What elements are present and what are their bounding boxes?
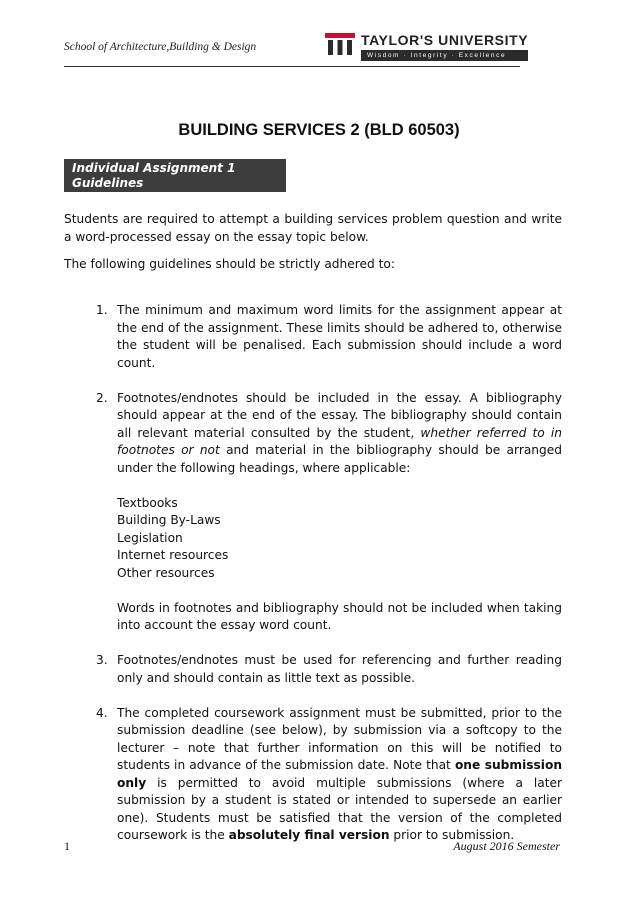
item-number: 2.	[96, 390, 108, 405]
university-crest-icon	[325, 33, 355, 55]
guideline-item	[96, 302, 562, 372]
assignment-label-box	[64, 159, 286, 192]
university-tagline: Wisdom · Integrity · Excellence	[361, 50, 528, 61]
intro-paragraph: Students are required to attempt a building services problem question and write a word-processed essay on the essay topic below.	[64, 212, 562, 244]
assignment-label-line2: Guidelines	[72, 176, 144, 190]
guideline-item	[96, 705, 562, 845]
item-text-part: and material in the bibliography should be arranged under the following headings, where applicable:	[117, 443, 562, 475]
item-text-part: The completed coursework assignment must be submitted, prior to the submission deadline (see below), by submission via a softcopy to the lecturer – note that further information on this will be notified to students in advance of the submission date. Note that	[117, 705, 562, 772]
item-number: 3.	[96, 653, 108, 667]
guideline-item	[96, 390, 562, 635]
item-text-bold: one submission only	[117, 758, 563, 790]
item-note: Words in footnotes and bibliography should not be included when taking into account the essay word count.	[117, 600, 562, 632]
guidelines-list	[96, 302, 562, 862]
university-name: TAYLOR'S UNIVERSITY	[361, 32, 529, 48]
bibliography-heading: Internet resources	[117, 548, 229, 562]
guidelines-lead-in: The following guidelines should be strictly adhered to:	[64, 257, 395, 271]
guideline-item	[96, 652, 562, 687]
bibliography-heading: Textbooks	[117, 495, 178, 510]
university-logo	[325, 33, 528, 61]
page-number: 1	[64, 839, 70, 853]
item-number: 4.	[96, 705, 108, 720]
item-text-part: prior to submission.	[389, 828, 515, 842]
item-text: The minimum and maximum word limits for the assignment appear at the end of the assignment. These limits should be adhered to, otherwise the student will be penalised. Each submission should include a word count.	[117, 303, 562, 370]
document-title: BUILDING SERVICES 2 (BLD 60503)	[178, 121, 460, 139]
assignment-label-line1: Individual Assignment 1	[72, 161, 236, 175]
bibliography-heading: Building By-Laws	[117, 513, 221, 527]
bibliography-headings	[117, 495, 562, 583]
school-name: School of Architecture,Building & Design	[64, 41, 257, 53]
bibliography-heading: Other resources	[117, 565, 215, 580]
item-text	[117, 390, 562, 478]
item-text-bold: absolutely final version	[228, 828, 390, 842]
header-divider	[64, 66, 520, 67]
item-number: 1.	[96, 303, 108, 317]
item-text	[117, 705, 562, 845]
item-text-part: Footnotes/endnotes should be included in the essay. A bibliography should appear at the end of the essay. The bibliography should contain all relevant material consulted by the student,	[117, 390, 562, 440]
item-text-part: is permitted to avoid multiple submissions (where a later submission by a student is stated or intended to supersede an earlier one). Students must be satisfied that the version of the completed coursework is the	[117, 775, 562, 842]
item-text: Footnotes/endnotes must be used for referencing and further reading only and should contain as little text as possible.	[117, 653, 562, 685]
item-text-italic: whether referred to in footnotes or not	[117, 425, 562, 457]
bibliography-heading: Legislation	[117, 530, 183, 545]
footer-semester: August 2016 Semester	[453, 839, 560, 853]
